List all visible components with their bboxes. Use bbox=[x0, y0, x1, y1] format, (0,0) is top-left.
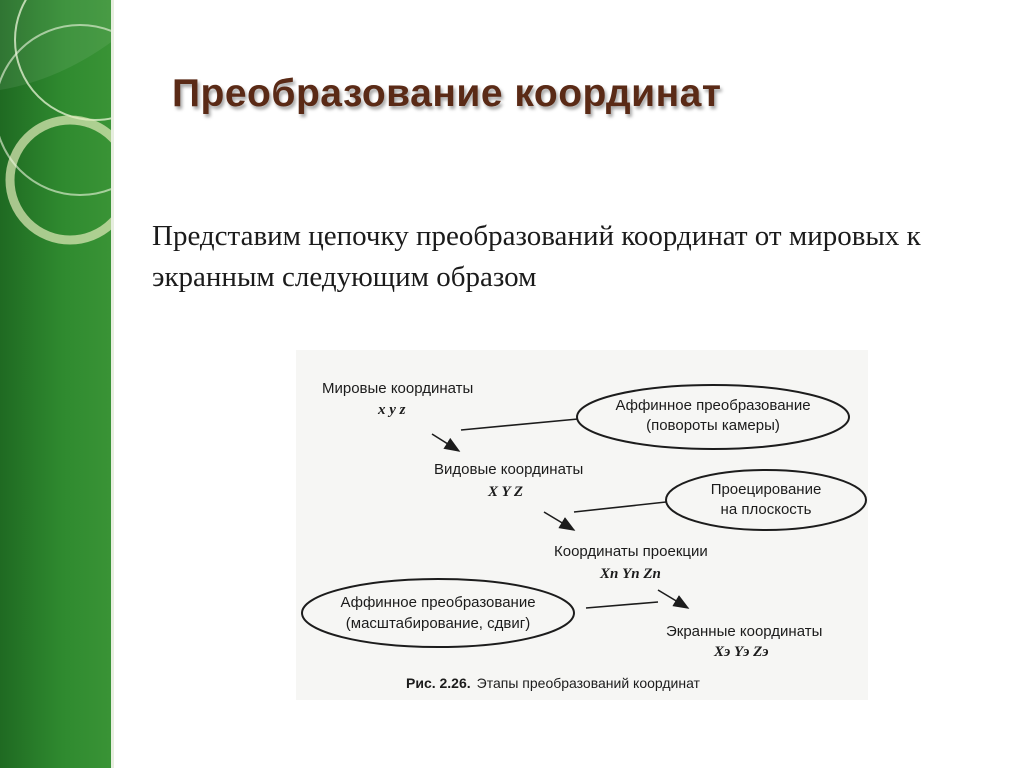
node-world-label: Мировые координаты bbox=[322, 380, 474, 397]
transform-camera-line2: (повороты камеры) bbox=[646, 417, 780, 434]
arrow-projection-to-screen bbox=[658, 590, 688, 608]
node-projection-vars: Xп Yп Zп bbox=[600, 566, 661, 582]
arrow-world-to-view bbox=[432, 434, 459, 451]
figure-caption bbox=[406, 675, 701, 691]
slide-title: Преобразование координат bbox=[172, 72, 722, 115]
connector-camera bbox=[461, 419, 578, 430]
node-view-label: Видовые координаты bbox=[434, 461, 584, 478]
node-view-vars: X Y Z bbox=[488, 484, 524, 500]
decorative-sidebar bbox=[0, 0, 114, 768]
transform-ellipse-scaling bbox=[302, 579, 574, 647]
decorative-circles bbox=[0, 0, 114, 768]
figure-caption-number: Рис. 2.26. bbox=[406, 675, 471, 691]
transform-projection-line2: на плоскость bbox=[720, 501, 812, 518]
transform-ellipse-projection bbox=[666, 470, 866, 530]
connector-scaling bbox=[586, 602, 658, 608]
coordinate-pipeline-figure bbox=[296, 350, 868, 700]
slide-paragraph: Представим цепочку преобразований координат от мировых к экранным следующим образом bbox=[152, 220, 921, 293]
node-projection-label: Координаты проекции bbox=[554, 543, 708, 560]
figure-caption-text: Этапы преобразований координат bbox=[476, 675, 700, 691]
node-screen-vars: Xэ Yэ Zэ bbox=[714, 644, 769, 660]
arrow-view-to-projection bbox=[544, 512, 574, 530]
transform-camera-line1: Аффинное преобразование bbox=[615, 397, 811, 414]
transform-scaling-line1: Аффинное преобразование bbox=[340, 594, 536, 611]
node-screen-label: Экранные координаты bbox=[666, 623, 823, 640]
sidebar-divider bbox=[111, 0, 114, 768]
transform-scaling-line2: (масштабирование, сдвиг) bbox=[345, 615, 531, 632]
node-world-vars: x y z bbox=[378, 402, 406, 418]
transform-projection-line1: Проецирование bbox=[710, 481, 822, 498]
connector-projection bbox=[574, 502, 666, 512]
pipeline-diagram bbox=[296, 350, 868, 700]
